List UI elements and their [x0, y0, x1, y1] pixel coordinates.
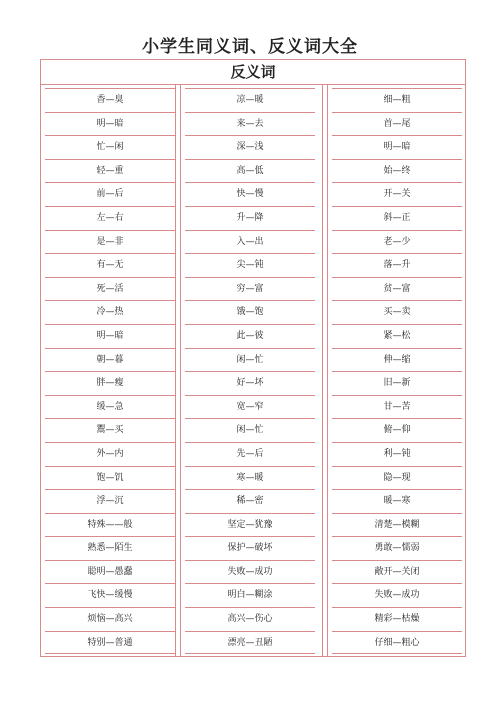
- word-pair-cell: 坚定—犹豫: [185, 513, 315, 537]
- word-pair-cell: 细—粗: [332, 88, 462, 112]
- word-pair-cell: 是—非: [45, 230, 175, 254]
- column-divider: [180, 84, 181, 656]
- word-pair-cell: 利—钝: [332, 442, 462, 466]
- word-pair-cell: 此—彼: [185, 324, 315, 348]
- word-pair-cell: 来—去: [185, 112, 315, 136]
- word-pair-cell: 失败—成功: [185, 560, 315, 584]
- word-pair-cell: 闲—忙: [185, 348, 315, 372]
- word-pair-cell: 穷—富: [185, 277, 315, 301]
- word-pair-cell: 买—卖: [332, 300, 462, 324]
- word-pair-cell: 快—慢: [185, 182, 315, 206]
- word-pair-cell: 老—少: [332, 230, 462, 254]
- word-pair-cell: 落—升: [332, 253, 462, 277]
- word-pair-cell: 朝—暮: [45, 348, 175, 372]
- word-pair-cell: 俯—仰: [332, 418, 462, 442]
- word-pair-cell: 始—终: [332, 159, 462, 183]
- word-pair-cell: 飞快—缓慢: [45, 583, 175, 607]
- word-pair-cell: 敞开—关闭: [332, 560, 462, 584]
- word-pair-cell: 高兴—伤心: [185, 607, 315, 631]
- word-pair-cell: 开—关: [332, 182, 462, 206]
- word-pair-cell: 香—臭: [45, 88, 175, 112]
- word-column-2: [185, 88, 315, 654]
- column-divider: [322, 84, 323, 656]
- word-pair-cell: 先—后: [185, 442, 315, 466]
- word-pair-cell: 闲—忙: [185, 418, 315, 442]
- word-pair-cell: 保护—破坏: [185, 536, 315, 560]
- word-pair-cell: 凉—暖: [185, 88, 315, 112]
- word-pair-cell: 失败—成功: [332, 583, 462, 607]
- word-pair-cell: 前—后: [45, 182, 175, 206]
- word-pair-cell: 饱—饥: [45, 466, 175, 490]
- word-pair-cell: 聪明—愚蠢: [45, 560, 175, 584]
- word-pair-cell: 饿—饱: [185, 300, 315, 324]
- word-pair-cell: 宽—窄: [185, 395, 315, 419]
- word-pair-cell: 死—活: [45, 277, 175, 301]
- page-title: 小学生同义词、反义词大全: [142, 37, 358, 57]
- word-pair-cell: 暖—寒: [332, 489, 462, 513]
- word-pair-cell: 深—浅: [185, 135, 315, 159]
- word-pair-cell: 仔细—粗心: [332, 631, 462, 655]
- word-pair-cell: 好—坏: [185, 371, 315, 395]
- word-pair-cell: 甘—苦: [332, 395, 462, 419]
- word-pair-cell: 精彩—枯燥: [332, 607, 462, 631]
- word-pair-cell: 紧—松: [332, 324, 462, 348]
- word-pair-cell: 鬻—买: [45, 418, 175, 442]
- word-pair-cell: 斜—正: [332, 206, 462, 230]
- word-pair-cell: 伸—缩: [332, 348, 462, 372]
- column-divider: [175, 84, 176, 656]
- word-pair-cell: 明—暗: [45, 112, 175, 136]
- word-pair-cell: 清楚—模糊: [332, 513, 462, 537]
- word-pair-cell: 明白—糊涂: [185, 583, 315, 607]
- word-pair-cell: 冷—热: [45, 300, 175, 324]
- word-pair-cell: 高—低: [185, 159, 315, 183]
- word-pair-cell: 稀—密: [185, 489, 315, 513]
- word-pair-cell: 旧—新: [332, 371, 462, 395]
- table-heading: 反义词: [41, 60, 465, 85]
- word-pair-cell: 漂亮—丑陋: [185, 631, 315, 655]
- word-pair-cell: 明—暗: [45, 324, 175, 348]
- word-pair-cell: 胖—瘦: [45, 371, 175, 395]
- column-divider: [327, 84, 328, 656]
- word-pair-cell: 烦恼—高兴: [45, 607, 175, 631]
- word-pair-cell: 特别—普通: [45, 631, 175, 655]
- word-pair-cell: 外—内: [45, 442, 175, 466]
- word-pair-cell: 寒—暖: [185, 466, 315, 490]
- word-pair-cell: 有—无: [45, 253, 175, 277]
- word-pair-cell: 勇敢—懦弱: [332, 536, 462, 560]
- word-pair-cell: 轻—重: [45, 159, 175, 183]
- word-pair-cell: 特殊——般: [45, 513, 175, 537]
- word-pair-cell: 升—降: [185, 206, 315, 230]
- word-pair-cell: 尖—钝: [185, 253, 315, 277]
- word-pair-cell: 贫—富: [332, 277, 462, 301]
- word-pair-cell: 明—暗: [332, 135, 462, 159]
- table-body: [41, 84, 465, 656]
- word-pair-cell: 入—出: [185, 230, 315, 254]
- word-pair-cell: 隐—现: [332, 466, 462, 490]
- word-pair-cell: 忙—闲: [45, 135, 175, 159]
- word-column-1: [45, 88, 175, 654]
- word-pair-cell: 左—右: [45, 206, 175, 230]
- word-column-3: [332, 88, 462, 654]
- word-pair-cell: 浮—沉: [45, 489, 175, 513]
- antonym-table: [40, 59, 466, 657]
- word-pair-cell: 熟悉—陌生: [45, 536, 175, 560]
- word-pair-cell: 首—尾: [332, 112, 462, 136]
- word-pair-cell: 缓—急: [45, 395, 175, 419]
